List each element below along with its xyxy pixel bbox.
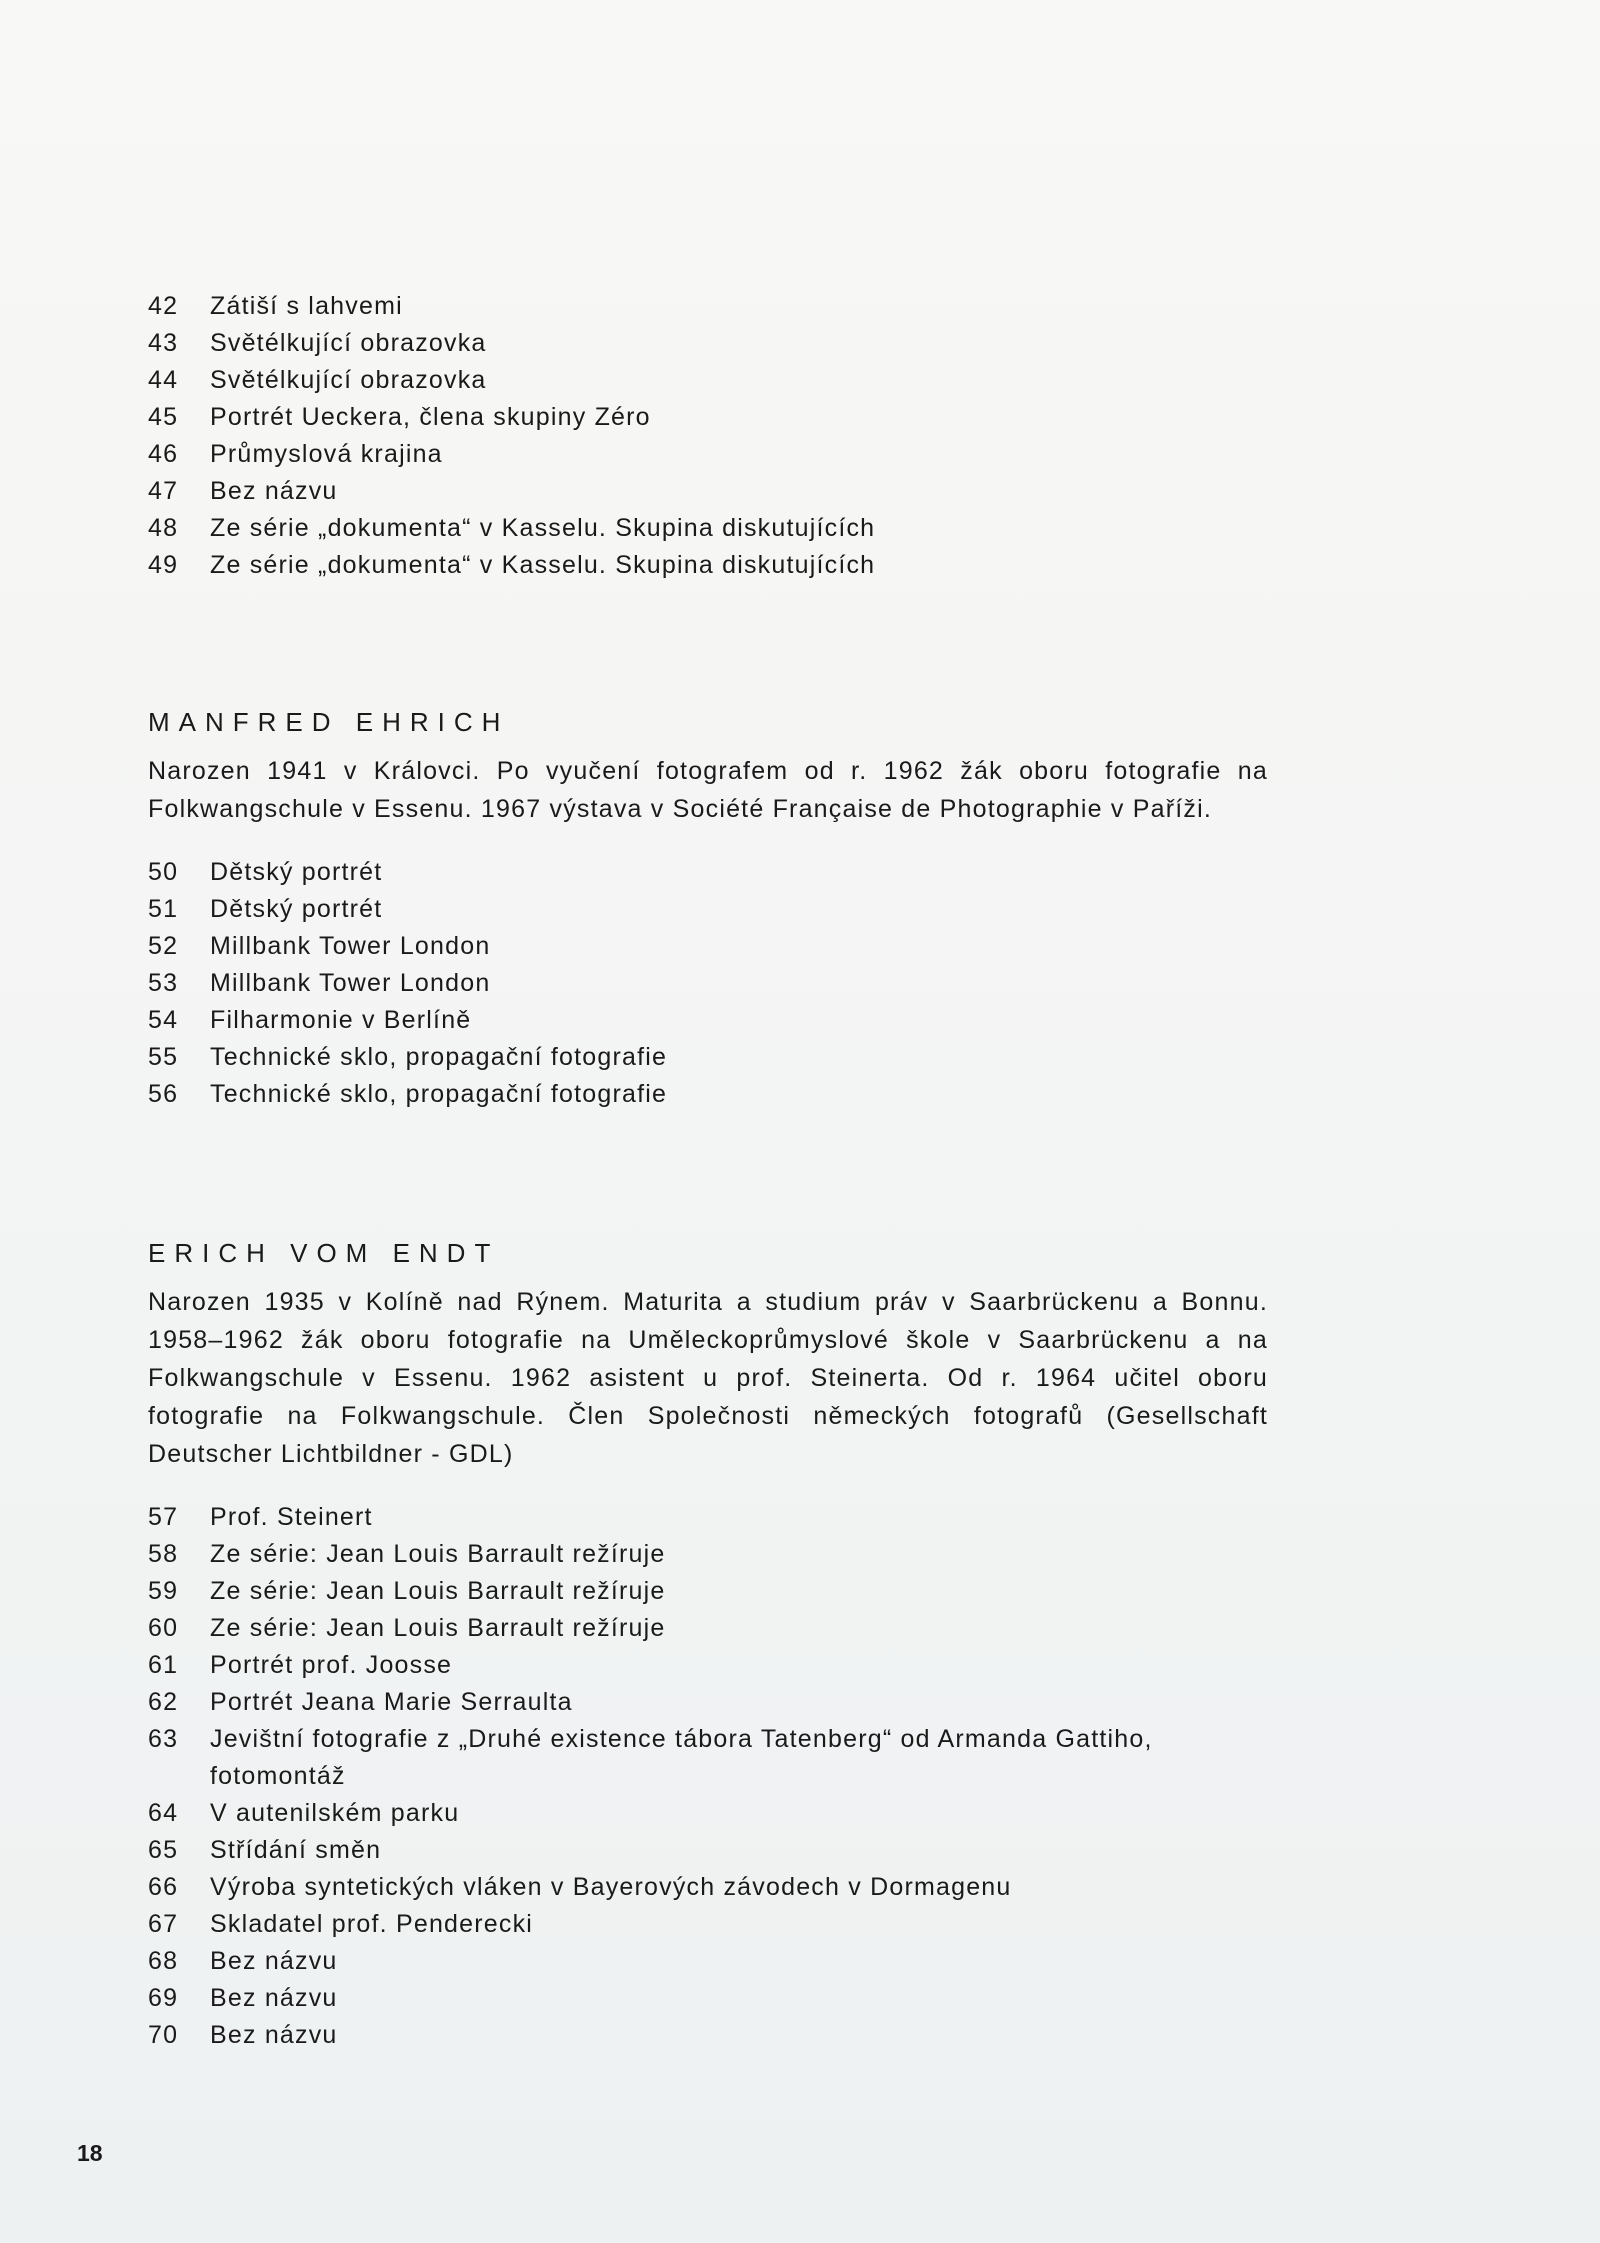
item-title: Dětský portrét [210,858,383,886]
item-title: Ze série „dokumenta“ v Kasselu. Skupina diskutujících [210,514,876,542]
section-erich-vom-endt [148,1233,1268,2054]
item-title: Filharmonie v Berlíně [210,1006,472,1034]
list-item [148,1610,1268,1647]
item-number: 50 [148,858,179,886]
list-item [148,1002,1268,1039]
item-number: 54 [148,1006,179,1034]
works-list-50-56 [148,854,1268,1113]
list-item [148,1795,1268,1832]
list-item [148,473,1268,510]
item-number: 46 [148,440,179,468]
list-item [148,1499,1268,1536]
item-title: Technické sklo, propagační fotografie [210,1043,668,1071]
section-heading: MANFRED EHRICH [148,707,510,737]
item-number: 52 [148,932,179,960]
works-list-42-49 [148,288,1268,584]
item-number: 59 [148,1577,179,1605]
item-number: 67 [148,1910,179,1938]
item-title: Výroba syntetických vláken v Bayerových závodech v Dormagenu [210,1873,1012,1901]
item-number: 70 [148,2021,179,2049]
list-item [148,1039,1268,1076]
item-title: Střídání směn [210,1836,382,1864]
list-item [148,362,1268,399]
item-number: 66 [148,1873,179,1901]
item-number: 68 [148,1947,179,1975]
list-item [148,854,1268,891]
item-number: 57 [148,1503,179,1531]
item-title: Ze série: Jean Louis Barrault režíruje [210,1540,666,1568]
list-item [148,436,1268,473]
section-manfred-ehrich [148,702,1268,1113]
item-number: 43 [148,329,179,357]
item-title: Portrét Jeana Marie Serraulta [210,1688,573,1716]
list-item [148,1906,1268,1943]
item-title: Prof. Steinert [210,1503,373,1531]
item-number: 47 [148,477,179,505]
list-item [148,1573,1268,1610]
item-number: 55 [148,1043,179,1071]
list-item [148,288,1268,325]
item-number: 63 [148,1725,179,1753]
works-list-57-70 [148,1499,1268,2054]
item-title: Jevištní fotografie z „Druhé existence tábora Tatenberg“ od Armanda Gattiho, fotomontáž [210,1725,1153,1790]
list-item [148,1832,1268,1869]
section-heading: ERICH VOM ENDT [148,1238,500,1268]
item-title: Millbank Tower London [210,969,491,997]
list-item [148,1076,1268,1113]
item-title: Bez názvu [210,1947,338,1975]
list-item [148,1536,1268,1573]
item-number: 65 [148,1836,179,1864]
item-title: Skladatel prof. Penderecki [210,1910,534,1938]
list-item [148,1869,1268,1906]
item-title: Bez názvu [210,1984,338,2012]
list-item [148,1980,1268,2017]
item-number: 69 [148,1984,179,2012]
item-number: 60 [148,1614,179,1642]
item-title: Bez názvu [210,477,338,505]
item-number: 56 [148,1080,179,1108]
item-title: V autenilském parku [210,1799,460,1827]
item-number: 49 [148,551,179,579]
list-item [148,1721,1268,1795]
item-number: 64 [148,1799,179,1827]
list-item [148,2017,1268,2054]
list-item [148,547,1268,584]
list-item [148,1647,1268,1684]
item-number: 45 [148,403,179,431]
item-number: 53 [148,969,179,997]
item-number: 58 [148,1540,179,1568]
list-item [148,325,1268,362]
item-title: Světélkující obrazovka [210,366,487,394]
item-title: Ze série: Jean Louis Barrault režíruje [210,1577,666,1605]
list-item [148,510,1268,547]
item-number: 48 [148,514,179,542]
item-number: 42 [148,292,179,320]
list-item [148,1943,1268,1980]
list-item [148,891,1268,928]
list-item [148,928,1268,965]
list-item [148,1684,1268,1721]
item-number: 44 [148,366,179,394]
item-title: Průmyslová krajina [210,440,443,468]
artist-biography: Narozen 1935 v Kolíně nad Rýnem. Maturita a studium práv v Saarbrückenu a Bonnu. 1958–1962 žák oboru fotografie na Uměleckoprůmyslové škole v Saarbrückenu a na Folkwangschule v Essenu. 1962 asistent u prof. Steinerta. Od r. 1964 učitel oboru fotografie na Folkwangschule. Člen Společnosti německých fotografů (Gesellschaft Deutscher Lichtbildner - GDL) [148,1288,1268,1468]
item-number: 61 [148,1651,179,1679]
item-number: 62 [148,1688,179,1716]
page-content [148,288,1268,2054]
list-item [148,399,1268,436]
item-title: Světélkující obrazovka [210,329,487,357]
item-title: Portrét prof. Joosse [210,1651,453,1679]
item-title: Ze série: Jean Louis Barrault režíruje [210,1614,666,1642]
artist-biography: Narozen 1941 v Královci. Po vyučení fotografem od r. 1962 žák oboru fotografie na Folkwangschule v Essenu. 1967 výstava v Société Française de Photographie v Paříži. [148,757,1268,823]
item-title: Ze série „dokumenta“ v Kasselu. Skupina diskutujících [210,551,876,579]
item-title: Technické sklo, propagační fotografie [210,1080,668,1108]
item-title: Millbank Tower London [210,932,491,960]
item-number: 51 [148,895,179,923]
item-title: Portrét Ueckera, člena skupiny Zéro [210,403,651,431]
list-item [148,965,1268,1002]
item-title: Bez názvu [210,2021,338,2049]
item-title: Dětský portrét [210,895,383,923]
item-title: Zátiší s lahvemi [210,292,403,320]
page-number: 18 [77,2140,103,2166]
